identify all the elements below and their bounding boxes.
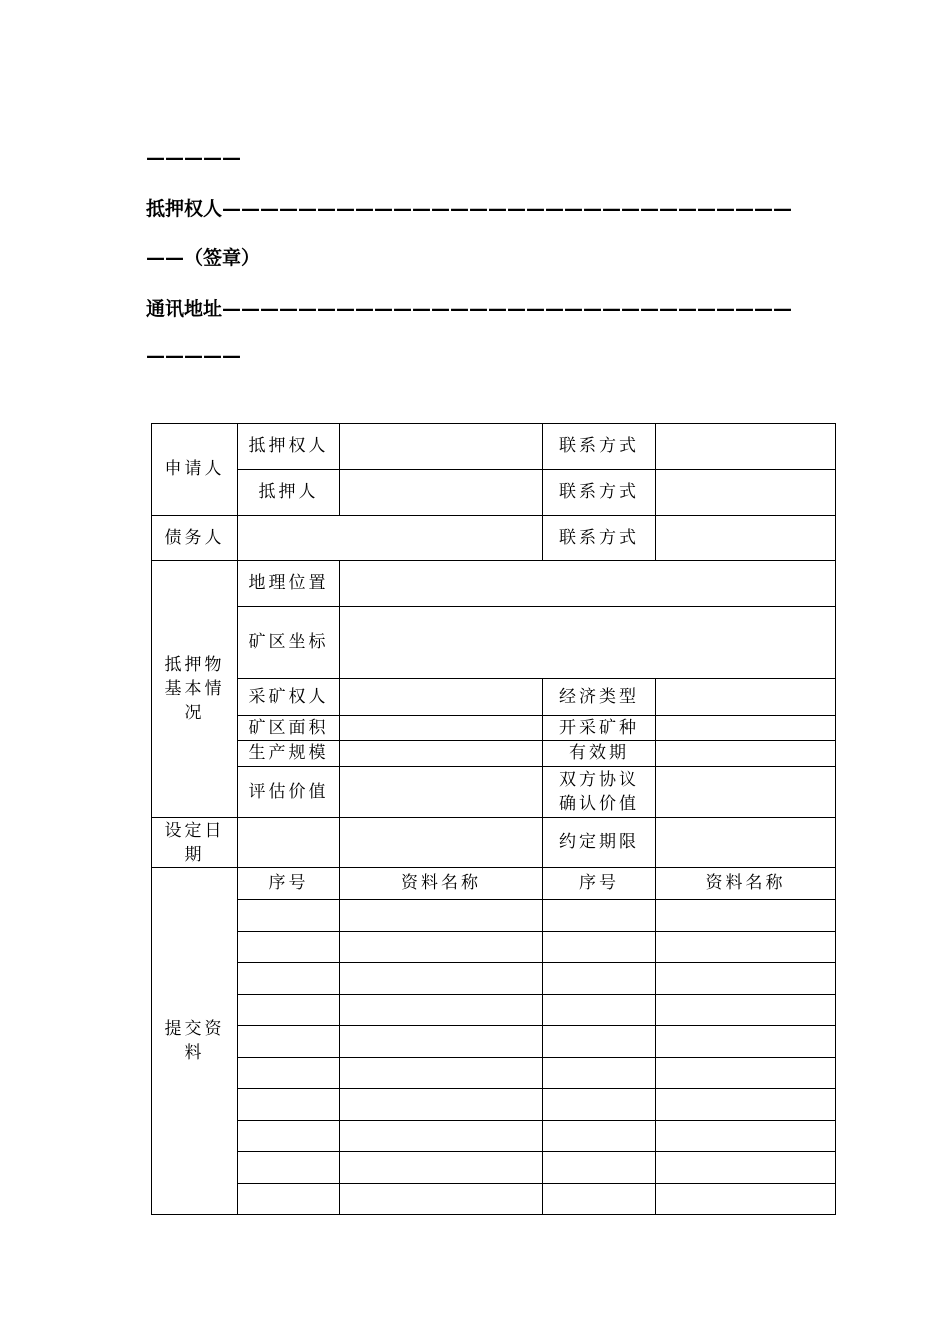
mortgagor-field[interactable] [340,470,543,516]
set-date-label: 设定日期 [152,818,238,868]
mortgagee-contact-label: 联系方式 [543,424,656,470]
doc-name-header-left: 资料名称 [340,868,543,900]
assessed-value-field[interactable] [340,767,543,818]
seal-line: ——（签章） [146,247,261,269]
doc-row [152,963,836,995]
validity-label: 有效期 [543,741,656,767]
mortgagor-contact-field[interactable] [656,470,836,516]
doc-name-cell[interactable] [340,963,543,995]
doc-name-header-right: 资料名称 [656,868,836,900]
doc-seq-cell[interactable] [238,932,340,963]
doc-seq-cell[interactable] [543,1089,656,1121]
agreed-term-label: 约定期限 [543,818,656,868]
doc-seq-cell[interactable] [543,1026,656,1058]
assessed-value-label: 评估价值 [238,767,340,818]
doc-name-cell[interactable] [656,1026,836,1058]
doc-row [152,932,836,963]
header-line-5: ————— [146,345,241,367]
doc-name-cell[interactable] [656,1089,836,1121]
mine-coords-label: 矿区坐标 [238,607,340,679]
doc-name-cell[interactable] [656,1058,836,1089]
doc-seq-cell[interactable] [238,1184,340,1215]
agreed-value-field[interactable] [656,767,836,818]
doc-name-cell[interactable] [656,1152,836,1184]
doc-seq-cell[interactable] [238,900,340,932]
agreed-term-field[interactable] [656,818,836,868]
economic-type-label: 经济类型 [543,679,656,716]
doc-seq-cell[interactable] [238,1089,340,1121]
validity-field[interactable] [656,741,836,767]
doc-name-cell[interactable] [656,963,836,995]
mining-right-holder-field[interactable] [340,679,543,716]
doc-seq-cell[interactable] [238,1026,340,1058]
doc-name-cell[interactable] [340,995,543,1026]
collateral-info-label: 抵押物基本情况 [152,561,238,818]
doc-name-cell[interactable] [340,1184,543,1215]
doc-seq-cell[interactable] [238,1152,340,1184]
doc-name-cell[interactable] [340,1058,543,1089]
doc-seq-cell[interactable] [238,1121,340,1152]
doc-name-cell[interactable] [656,1184,836,1215]
doc-name-cell[interactable] [340,1121,543,1152]
doc-seq-cell[interactable] [543,1121,656,1152]
debtor-contact-field[interactable] [656,516,836,561]
mortgagee-signature-line: 抵押权人—————————————————————————————— [146,198,793,220]
mortgagee-label: 抵押权人 [238,424,340,470]
doc-seq-cell[interactable] [238,995,340,1026]
doc-row [152,995,836,1026]
mortgagee-contact-field[interactable] [656,424,836,470]
doc-row [152,1058,836,1089]
mine-area-label: 矿区面积 [238,716,340,741]
doc-seq-cell[interactable] [238,1058,340,1089]
submitted-docs-label: 提交资料 [152,868,238,1215]
doc-name-cell[interactable] [340,900,543,932]
doc-seq-cell[interactable] [543,932,656,963]
header-line-1: ————— [146,147,241,169]
doc-seq-cell[interactable] [543,1152,656,1184]
mineral-type-label: 开采矿种 [543,716,656,741]
mining-right-holder-label: 采矿权人 [238,679,340,716]
mortgagee-field[interactable] [340,424,543,470]
location-field[interactable] [340,561,836,607]
doc-name-cell[interactable] [340,932,543,963]
location-label: 地理位置 [238,561,340,607]
doc-name-cell[interactable] [656,995,836,1026]
seq-no-header-left: 序号 [238,868,340,900]
debtor-contact-label: 联系方式 [543,516,656,561]
economic-type-field[interactable] [656,679,836,716]
applicant-label: 申请人 [152,424,238,516]
doc-name-cell[interactable] [340,1152,543,1184]
set-date-field-2[interactable] [340,818,543,868]
debtor-label: 债务人 [152,516,238,561]
doc-row [152,1089,836,1121]
doc-name-cell[interactable] [656,900,836,932]
doc-seq-cell[interactable] [543,1058,656,1089]
address-line: 通讯地址—————————————————————————————— [146,298,793,320]
doc-seq-cell[interactable] [543,963,656,995]
set-date-field-1[interactable] [238,818,340,868]
doc-row [152,1026,836,1058]
doc-name-cell[interactable] [656,1121,836,1152]
agreed-value-label: 双方协议确认价值 [543,767,656,818]
mortgagor-label: 抵押人 [238,470,340,516]
doc-row [152,1184,836,1215]
doc-name-cell[interactable] [656,932,836,963]
mortgage-registration-form [151,423,836,1215]
doc-seq-cell[interactable] [543,1184,656,1215]
doc-seq-cell[interactable] [238,963,340,995]
doc-seq-cell[interactable] [543,995,656,1026]
doc-seq-cell[interactable] [543,900,656,932]
mine-coords-field[interactable] [340,607,836,679]
production-scale-field[interactable] [340,741,543,767]
doc-row [152,900,836,932]
mortgagor-contact-label: 联系方式 [543,470,656,516]
seq-no-header-right: 序号 [543,868,656,900]
doc-row [152,1121,836,1152]
doc-name-cell[interactable] [340,1089,543,1121]
mine-area-field[interactable] [340,716,543,741]
doc-name-cell[interactable] [340,1026,543,1058]
mineral-type-field[interactable] [656,716,836,741]
debtor-field[interactable] [238,516,543,561]
production-scale-label: 生产规模 [238,741,340,767]
doc-row [152,1152,836,1184]
